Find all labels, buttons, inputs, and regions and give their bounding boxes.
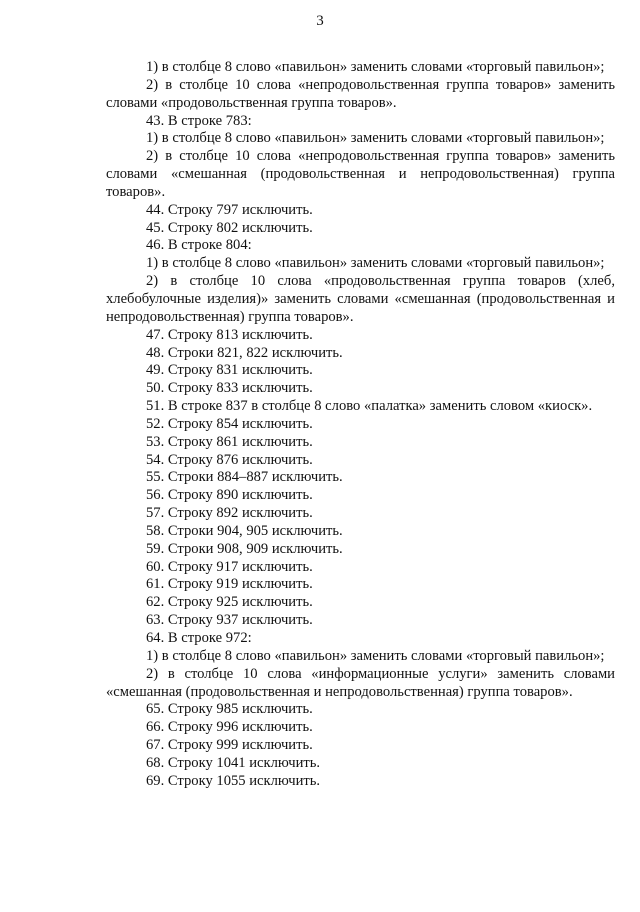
paragraph: 57. Строку 892 исключить. [146, 505, 313, 522]
paragraph: 46. В строке 804: [146, 237, 252, 254]
paragraph: 62. Строку 925 исключить. [146, 594, 313, 611]
paragraph: 48. Строки 821, 822 исключить. [146, 344, 343, 361]
paragraph: 51. В строке 837 в столбце 8 слово «палатка» заменить словом «киоск». [146, 398, 593, 415]
paragraph: 44. Строку 797 исключить. [146, 201, 313, 218]
paragraph: 68. Строку 1041 исключить. [146, 754, 321, 771]
paragraph: 65. Строку 985 исключить. [146, 701, 313, 718]
paragraph: 2) в столбце 10 слова «непродовольственная группа товаров» заменить словами «продовольственная группа товаров». [106, 76, 615, 111]
page-number: 3 [316, 13, 324, 29]
paragraph: 1) в столбце 8 слово «павильон» заменить словами «торговый павильон»; [146, 647, 605, 664]
paragraph: 56. Строку 890 исключить. [146, 487, 313, 504]
paragraph: 1) в столбце 8 слово «павильон» заменить словами «торговый павильон»; [146, 255, 605, 272]
paragraph: 2) в столбце 10 слова «непродовольственная группа товаров» заменить словами «смешанная (продовольственная и непродовольственная) группа товаров». [106, 148, 615, 200]
paragraph: 61. Строку 919 исключить. [146, 576, 313, 593]
paragraph: 43. В строке 783: [146, 112, 252, 129]
paragraph: 58. Строки 904, 905 исключить. [146, 522, 343, 539]
paragraph: 53. Строку 861 исключить. [146, 433, 313, 450]
paragraph: 50. Строку 833 исключить. [146, 380, 313, 397]
paragraph: 2) в столбце 10 слова «продовольственная группа товаров (хлеб, хлебобулочные изделия)» заменить словами «смешанная (продовольственная и непродовольственная) группа товаров». [106, 273, 615, 325]
paragraph: 67. Строку 999 исключить. [146, 737, 313, 754]
paragraph: 64. В строке 972: [146, 630, 252, 646]
paragraph: 55. Строки 884–887 исключить. [146, 469, 343, 486]
paragraph: 49. Строку 831 исключить. [146, 362, 313, 379]
paragraph: 47. Строку 813 исключить. [146, 326, 313, 343]
document-body [106, 59, 615, 791]
paragraph: 60. Строку 917 исключить. [146, 558, 313, 575]
paragraph: 54. Строку 876 исключить. [146, 451, 313, 468]
paragraph: 1) в столбце 8 слово «павильон» заменить словами «торговый павильон»; [146, 59, 605, 75]
paragraph: 2) в столбце 10 слова «информационные услуги» заменить словами «смешанная (продовольственная и непродовольственная) группа товаров». [106, 665, 615, 700]
paragraph: 1) в столбце 8 слово «павильон» заменить словами «торговый павильон»; [146, 130, 605, 147]
paragraph: 45. Строку 802 исключить. [146, 219, 313, 236]
paragraph: 59. Строки 908, 909 исключить. [146, 540, 343, 557]
paragraph: 69. Строку 1055 исключить. [146, 772, 321, 789]
paragraph: 63. Строку 937 исключить. [146, 612, 313, 629]
paragraph: 66. Строку 996 исключить. [146, 719, 313, 736]
paragraph: 52. Строку 854 исключить. [146, 415, 313, 432]
